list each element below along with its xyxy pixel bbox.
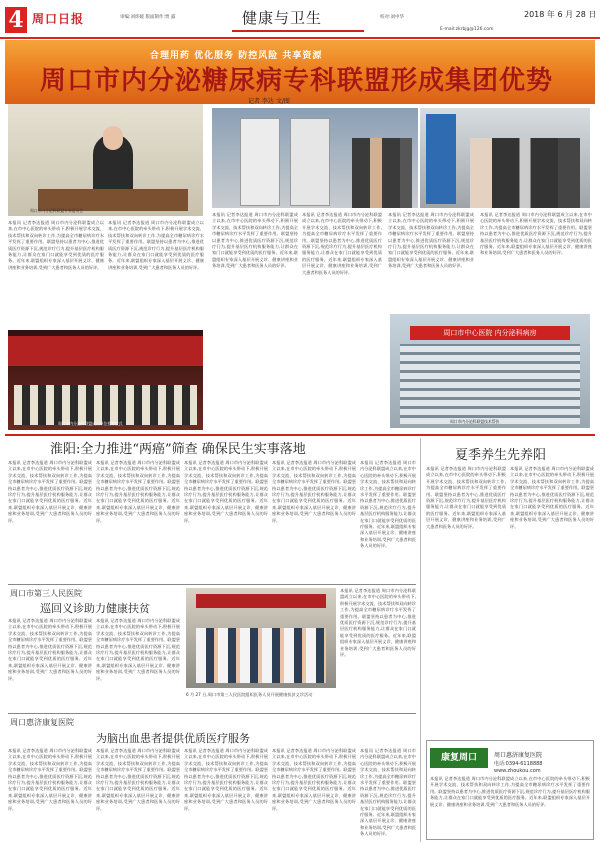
- issue-date: 2018 年 6 月 28 日: [524, 10, 597, 19]
- ceremony-photo: [212, 108, 418, 208]
- award-photo: [8, 330, 203, 430]
- clinic-photo: [186, 588, 336, 688]
- third-col3: 本报讯 记者李达报道 周口市内分泌科联盟成立以来,在市中心医院的牵头带动下,积极开展学术交流、技术帮扶和双向转诊工作,为提高全市糖尿病诊疗水平发挥了重要作用。联盟坚持以患者为中心,推进优质医疗资源下沉,规范诊疗行为,提升基层医疗机构服务能力,让群众在家门口就能享受到优质的医疗服务。近年来,联盟组织专家深入基层开展义诊、健康讲座和业务培训,受到广大患者和医务人员的好评。: [340, 588, 416, 658]
- email-line: E-mail:zkrbjg@126.com: [440, 27, 494, 32]
- lead-headline: 周口市内分泌糖尿病专科联盟形成集团优势: [40, 66, 554, 96]
- portrait-face: [103, 126, 123, 150]
- huikang-col2: 本报讯 记者李达报道 周口市内分泌科联盟成立以来,在市中心医院的牵头带动下,积极开展学术交流、技术帮扶和双向转诊工作,为提高全市糖尿病诊疗水平发挥了重要作用。联盟坚持以患者为中心,推进优质医疗资源下沉,规范诊疗行为,提升基层医疗机构服务能力,让群众在家门口就能享受到优质的医疗服务。近年来,联盟组织专家深入基层开展义诊、健康讲座和业务培训,受到广大患者和医务人员的好评。: [96, 748, 180, 811]
- huaiyang-col1: 本报讯 记者李达报道 周口市内分泌科联盟成立以来,在市中心医院的牵头带动下,积极开展学术交流、技术帮扶和双向转诊工作,为提高全市糖尿病诊疗水平发挥了重要作用。联盟坚持以患者为中心,推进优质医疗资源下沉,规范诊疗行为,提升基层医疗机构服务能力,让群众在家门口就能享受到优质的医疗服务。近年来,联盟组织专家深入基层开展义诊、健康讲座和业务培训,受到广大患者和医务人员的好评。: [8, 460, 92, 523]
- huikang-title: 为脑出血患者提供优质医疗服务: [96, 732, 250, 745]
- column-divider: [420, 438, 421, 842]
- ad-name: 周口惠济康复医院: [494, 752, 543, 759]
- lead-text-col1: 本报讯 记者李达报道 周口市内分泌科联盟成立以来,在市中心医院的牵头带动下,积极开展学术交流、技术帮扶和双向转诊工作,为提高全市糖尿病诊疗水平发挥了重要作用。联盟坚持以患者为中心,推进优质医疗资源下沉,规范诊疗行为,提升基层医疗机构服务能力,让群众在家门口就能享受到优质的医疗服务。近年来,联盟组织专家深入基层开展义诊、健康讲座和业务培训,受到广大患者和医务人员的好评。: [8, 220, 104, 270]
- third-col2: 本报讯 记者李达报道 周口市内分泌科联盟成立以来,在市中心医院的牵头带动下,积极开展学术交流、技术帮扶和双向转诊工作,为提高全市糖尿病诊疗水平发挥了重要作用。联盟坚持以患者为中心,推进优质医疗资源下沉,规范诊疗行为,提升基层医疗机构服务能力,让群众在家门口就能享受到优质的医疗服务。近年来,联盟组织专家深入基层开展义诊、健康讲座和业务培训,受到广大患者和医务人员的好评。: [96, 618, 180, 681]
- ad-phone: 电话:0394-6118888: [494, 761, 543, 767]
- huikang-kicker: 周口惠济康复医院: [10, 718, 74, 727]
- lead-slogan: 合理用药 优化服务 防控风险 共享资源: [150, 51, 323, 61]
- lead-byline: 记者 李达 文/图: [248, 98, 290, 105]
- ad-text: 本报讯 记者李达报道 周口市内分泌科联盟成立以来,在市中心医院的牵头带动下,积极开展学术交流、技术帮扶和双向转诊工作,为提高全市糖尿病诊疗水平发挥了重要作用。联盟坚持以患者为中心,推进优质医疗资源下沉,规范诊疗行为,提升基层医疗机构服务能力,让群众在家门口就能享受到优质的医疗服务。近年来,联盟组织专家深入基层开展义诊、健康讲座和业务培训,受到广大患者和医务人员的好评。: [430, 776, 590, 807]
- section-rule: [5, 434, 595, 436]
- newspaper-logo: 周口日报: [32, 12, 85, 26]
- clinic-people: [196, 628, 326, 683]
- lead-text-col3: 本报讯 记者李达报道 周口市内分泌科联盟成立以来,在市中心医院的牵头带动下,积极开展学术交流、技术帮扶和双向转诊工作,为提高全市糖尿病诊疗水平发挥了重要作用。联盟坚持以患者为中心,推进优质医疗资源下沉,规范诊疗行为,提升基层医疗机构服务能力,让群众在家门口就能享受到优质的医疗服务。近年来,联盟组织专家深入基层开展义诊、健康讲座和业务培训,受到广大患者和医务人员的好评。: [212, 212, 298, 269]
- plaque-shape: [240, 118, 280, 206]
- summer-title: 夏季养生先养阳: [455, 448, 547, 463]
- building-windows: [400, 344, 580, 424]
- third-hospital-title: 巡回义诊助力健康扶贫: [40, 602, 150, 615]
- section-title: 健康与卫生: [242, 9, 323, 27]
- clinic-banner: [196, 594, 326, 608]
- huikang-col4: 本报讯 记者李达报道 周口市内分泌科联盟成立以来,在市中心医院的牵头带动下,积极开展学术交流、技术帮扶和双向转诊工作,为提高全市糖尿病诊疗水平发挥了重要作用。联盟坚持以患者为中心,推进优质医疗资源下沉,规范诊疗行为,提升基层医疗机构服务能力,让群众在家门口就能享受到优质的医疗服务。近年来,联盟组织专家深入基层开展义诊、健康讲座和业务培训,受到广大患者和医务人员的好评。: [272, 748, 356, 811]
- people-shape: [352, 138, 412, 208]
- huaiyang-col5: 本报讯 记者李达报道 周口市内分泌科联盟成立以来,在市中心医院的牵头带动下,积极开展学术交流、技术帮扶和双向转诊工作,为提高全市糖尿病诊疗水平发挥了重要作用。联盟坚持以患者为中心,推进优质医疗资源下沉,规范诊疗行为,提升基层医疗机构服务能力,让群众在家门口就能享受到优质的医疗服务。近年来,联盟组织专家深入基层开展义诊、健康讲座和业务培训,受到广大患者和医务人员的好评。: [360, 460, 416, 549]
- huikang-col3: 本报讯 记者李达报道 周口市内分泌科联盟成立以来,在市中心医院的牵头带动下,积极开展学术交流、技术帮扶和双向转诊工作,为提高全市糖尿病诊疗水平发挥了重要作用。联盟坚持以患者为中心,推进优质医疗资源下沉,规范诊疗行为,提升基层医疗机构服务能力,让群众在家门口就能享受到优质的医疗服务。近年来,联盟组织专家深入基层开展义诊、健康讲座和业务培训,受到广大患者和医务人员的好评。: [184, 748, 268, 811]
- summer-col1: 本报讯 记者李达报道 周口市内分泌科联盟成立以来,在市中心医院的牵头带动下,积极开展学术交流、技术帮扶和双向转诊工作,为提高全市糖尿病诊疗水平发挥了重要作用。联盟坚持以患者为中心,推进优质医疗资源下沉,规范诊疗行为,提升基层医疗机构服务能力,让群众在家门口就能享受到优质的医疗服务。近年来,联盟组织专家深入基层开展义诊、健康讲座和业务培训,受到广大患者和医务人员的好评。: [426, 466, 506, 529]
- lead-text-col5: 本报讯 记者李达报道 周口市内分泌科联盟成立以来,在市中心医院的牵头带动下,积极开展学术交流、技术帮扶和双向转诊工作,为提高全市糖尿病诊疗水平发挥了重要作用。联盟坚持以患者为中心,推进优质医疗资源下沉,规范诊疗行为,提升基层医疗机构服务能力,让群众在家门口就能享受到优质的医疗服务。近年来,联盟组织专家深入基层开展义诊、健康讲座和业务培训,受到广大患者和医务人员的好评。: [388, 212, 474, 269]
- ad-web: www.zhoukou.com: [494, 768, 541, 774]
- sign-photo: [420, 108, 590, 208]
- award-row: [14, 385, 197, 425]
- hospital-sign: 周口市中心医院 内分泌科病房: [410, 326, 570, 340]
- article-rule-2: [8, 713, 416, 714]
- huikang-col5: 本报讯 记者李达报道 周口市内分泌科联盟成立以来,在市中心医院的牵头带动下,积极开展学术交流、技术帮扶和双向转诊工作,为提高全市糖尿病诊疗水平发挥了重要作用。联盟坚持以患者为中心,推进优质医疗资源下沉,规范诊疗行为,提升基层医疗机构服务能力,让群众在家门口就能享受到优质的医疗服务。近年来,联盟组织专家深入基层开展义诊、健康讲座和业务培训,受到广大患者和医务人员的好评。: [360, 748, 416, 837]
- portrait-photo: [8, 104, 203, 216]
- section-underline: [232, 30, 364, 32]
- sign-board: [426, 114, 456, 204]
- hospital-caption: 周口市内分泌科联盟技术帮扶: [450, 419, 500, 424]
- portrait-caption: 周口市内分泌科联盟专家委员会: [30, 208, 84, 213]
- huikang-col1: 本报讯 记者李达报道 周口市内分泌科联盟成立以来,在市中心医院的牵头带动下,积极开展学术交流、技术帮扶和双向转诊工作,为提高全市糖尿病诊疗水平发挥了重要作用。联盟坚持以患者为中心,推进优质医疗资源下沉,规范诊疗行为,提升基层医疗机构服务能力,让群众在家门口就能享受到优质的医疗服务。近年来,联盟组织专家深入基层开展义诊、健康讲座和业务培训,受到广大患者和医务人员的好评。: [8, 748, 92, 811]
- editors-line: 审编:刘炜媛 版面制作:贾 露: [120, 15, 176, 20]
- lead-text-right: 本报讯 记者李达报道 周口市内分泌科联盟成立以来,在市中心医院的牵头带动下,积极开展学术交流、技术帮扶和双向转诊工作,为提高全市糖尿病诊疗水平发挥了重要作用。联盟坚持以患者为中心,推进优质医疗资源下沉,规范诊疗行为,提升基层医疗机构服务能力,让群众在家门口就能享受到优质的医疗服务。近年来,联盟组织专家深入基层开展义诊、健康讲座和业务培训,受到广大患者和医务人员的好评。: [480, 212, 592, 256]
- ad-logo: 康复周口: [430, 748, 488, 768]
- lead-text-col2: 本报讯 记者李达报道 周口市内分泌科联盟成立以来,在市中心医院的牵头带动下,积极开展学术交流、技术帮扶和双向转诊工作,为提高全市糖尿病诊疗水平发挥了重要作用。联盟坚持以患者为中心,推进优质医疗资源下沉,规范诊疗行为,提升基层医疗机构服务能力,让群众在家门口就能享受到优质的医疗服务。近年来,联盟组织专家深入基层开展义诊、健康讲座和业务培训,受到广大患者和医务人员的好评。: [108, 220, 204, 270]
- summer-col2: 本报讯 记者李达报道 周口市内分泌科联盟成立以来,在市中心医院的牵头带动下,积极开展学术交流、技术帮扶和双向转诊工作,为提高全市糖尿病诊疗水平发挥了重要作用。联盟坚持以患者为中心,推进优质医疗资源下沉,规范诊疗行为,提升基层医疗机构服务能力,让群众在家门口就能享受到优质的医疗服务。近年来,联盟组织专家深入基层开展义诊、健康讲座和业务培训,受到广大患者和医务人员的好评。: [510, 466, 594, 529]
- lead-text-col4: 本报讯 记者李达报道 周口市内分泌科联盟成立以来,在市中心医院的牵头带动下,积极开展学术交流、技术帮扶和双向转诊工作,为提高全市糖尿病诊疗水平发挥了重要作用。联盟坚持以患者为中心,推进优质医疗资源下沉,规范诊疗行为,提升基层医疗机构服务能力,让群众在家门口就能享受到优质的医疗服务。近年来,联盟组织专家深入基层开展义诊、健康讲座和业务培训,受到广大患者和医务人员的好评。: [302, 212, 382, 275]
- proofer-line: 校对:刘中华: [380, 15, 405, 20]
- stage-banner: [8, 336, 203, 366]
- page-number: 4: [5, 7, 27, 33]
- huaiyang-col4: 本报讯 记者李达报道 周口市内分泌科联盟成立以来,在市中心医院的牵头带动下,积极开展学术交流、技术帮扶和双向转诊工作,为提高全市糖尿病诊疗水平发挥了重要作用。联盟坚持以患者为中心,推进优质医疗资源下沉,规范诊疗行为,提升基层医疗机构服务能力,让群众在家门口就能享受到优质的医疗服务。近年来,联盟组织专家深入基层开展义诊、健康讲座和业务培训,受到广大患者和医务人员的好评。: [272, 460, 356, 523]
- hospital-photo: [390, 314, 590, 428]
- group-shape: [470, 138, 580, 208]
- article-rule: [8, 584, 416, 585]
- huaiyang-col2: 本报讯 记者李达报道 周口市内分泌科联盟成立以来,在市中心医院的牵头带动下,积极开展学术交流、技术帮扶和双向转诊工作,为提高全市糖尿病诊疗水平发挥了重要作用。联盟坚持以患者为中心,推进优质医疗资源下沉,规范诊疗行为,提升基层医疗机构服务能力,让群众在家门口就能享受到优质的医疗服务。近年来,联盟组织专家深入基层开展义诊、健康讲座和业务培训,受到广大患者和医务人员的好评。: [96, 460, 180, 523]
- clinic-caption: 6 月 27 日,周口市第三人民医院组织医务人员开展健康扶贫义诊活动: [186, 692, 313, 697]
- third-hospital-kicker: 周口市第三人民医院: [10, 589, 82, 598]
- huaiyang-col3: 本报讯 记者李达报道 周口市内分泌科联盟成立以来,在市中心医院的牵头带动下,积极开展学术交流、技术帮扶和双向转诊工作,为提高全市糖尿病诊疗水平发挥了重要作用。联盟坚持以患者为中心,推进优质医疗资源下沉,规范诊疗行为,提升基层医疗机构服务能力,让群众在家门口就能享受到优质的医疗服务。近年来,联盟组织专家深入基层开展义诊、健康讲座和业务培训,受到广大患者和医务人员的好评。: [184, 460, 268, 523]
- plaque-shape-2: [290, 118, 330, 206]
- award-caption: 周口市内分泌科联盟成员单位授牌仪式: [58, 421, 123, 426]
- header-rule: [0, 37, 600, 39]
- third-col1: 本报讯 记者李达报道 周口市内分泌科联盟成立以来,在市中心医院的牵头带动下,积极开展学术交流、技术帮扶和双向转诊工作,为提高全市糖尿病诊疗水平发挥了重要作用。联盟坚持以患者为中心,推进优质医疗资源下沉,规范诊疗行为,提升基层医疗机构服务能力,让群众在家门口就能享受到优质的医疗服务。近年来,联盟组织专家深入基层开展义诊、健康讲座和业务培训,受到广大患者和医务人员的好评。: [8, 618, 92, 681]
- huaiyang-title: 淮阳:全力推进“两癌”筛查 确保民生实事落地: [50, 442, 306, 457]
